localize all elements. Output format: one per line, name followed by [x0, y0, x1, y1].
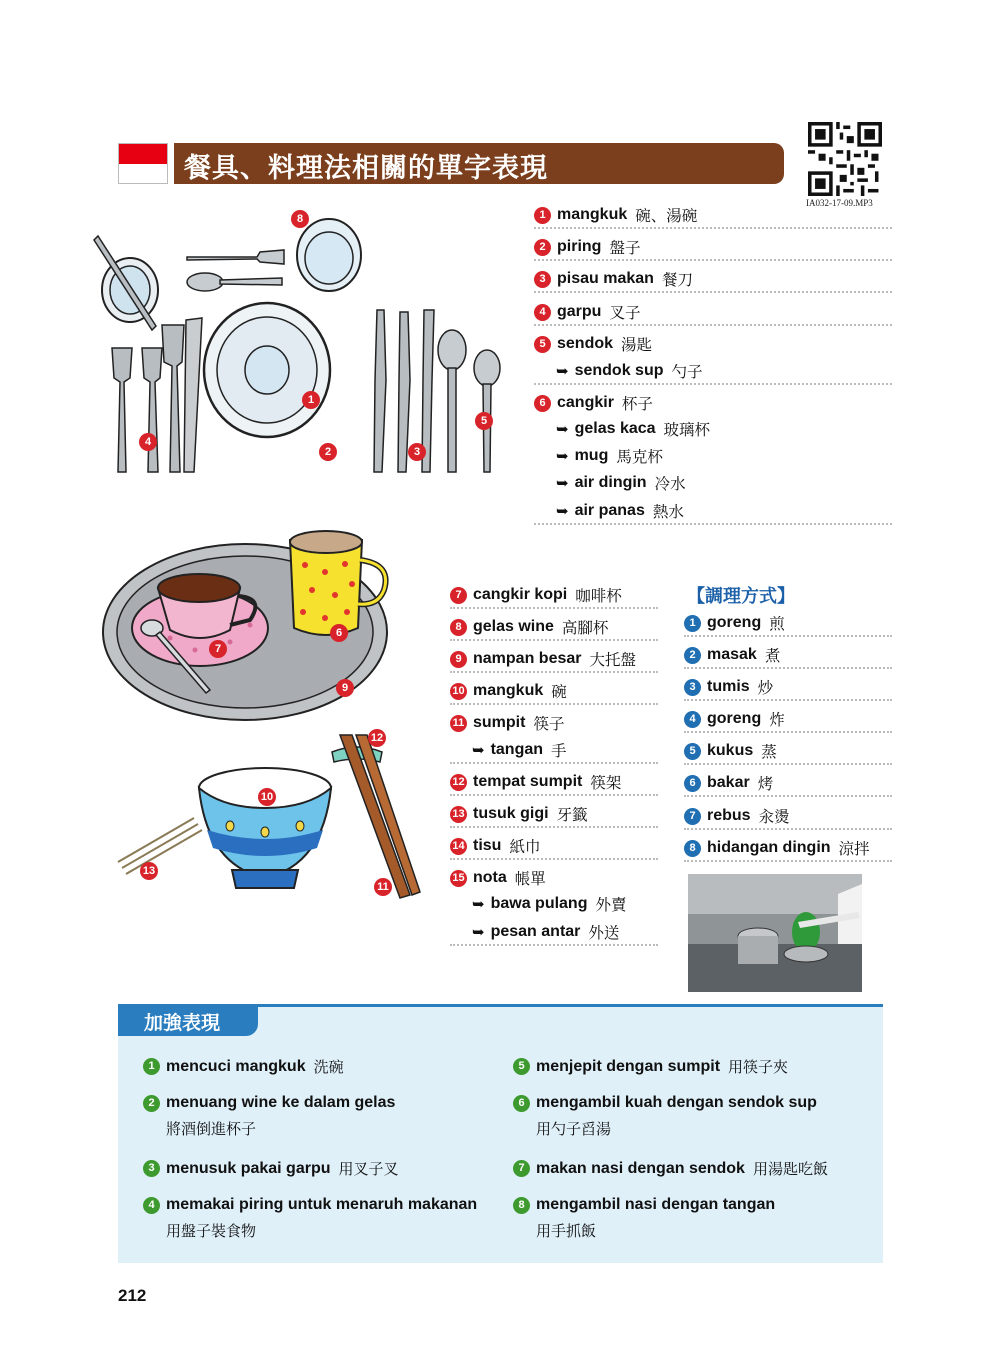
- vocab-word: mangkuk: [557, 206, 628, 223]
- supplement-phrase: mengambil kuah dengan sendok sup: [536, 1094, 817, 1111]
- vocab-translation: 筷子: [533, 715, 565, 733]
- vocab-translation: 碗: [551, 683, 567, 701]
- vocab-word: goreng: [707, 710, 762, 727]
- number-badge: 1: [143, 1058, 160, 1075]
- dotted-divider: [534, 291, 892, 293]
- vocab-word: cangkir: [557, 394, 614, 411]
- vocab-translation: 汆燙: [758, 808, 790, 826]
- vocab-word: bakar: [707, 774, 750, 791]
- vocab-row: [534, 301, 640, 323]
- audio-file-label: IA032-17-09.MP3: [806, 198, 873, 208]
- marker-8: 8: [291, 210, 309, 228]
- number-badge: 8: [450, 619, 467, 636]
- vocab-row: [684, 772, 773, 794]
- marker-2: 2: [319, 443, 337, 461]
- dotted-divider: [450, 826, 658, 828]
- supplement-item: [143, 1094, 395, 1139]
- number-badge: 13: [450, 806, 467, 823]
- vocab-row: [472, 921, 619, 943]
- dotted-divider: [684, 828, 892, 830]
- vocab-word: tempat sumpit: [473, 773, 583, 790]
- dotted-divider: [684, 795, 892, 797]
- vocab-translation: 盤子: [609, 239, 641, 257]
- vocab-word: kukus: [707, 742, 754, 759]
- vocab-word: masak: [707, 646, 757, 663]
- dotted-divider: [684, 667, 892, 669]
- number-badge: 7: [450, 587, 467, 604]
- vocab-row: [684, 805, 790, 827]
- vocab-row: [450, 616, 608, 638]
- dotted-divider: [450, 794, 658, 796]
- number-badge: 4: [143, 1197, 160, 1214]
- vocab-row: [450, 803, 588, 825]
- vocab-translation: 熱水: [652, 503, 684, 521]
- number-badge: 7: [684, 808, 701, 825]
- vocab-row: [534, 236, 640, 258]
- number-badge: 15: [450, 870, 467, 887]
- marker-3: 3: [408, 443, 426, 461]
- sub-arrow-icon: ➥: [556, 363, 569, 380]
- number-badge: 14: [450, 838, 467, 855]
- vocab-row: [450, 584, 622, 606]
- vocab-translation: 外送: [588, 924, 620, 942]
- dotted-divider: [450, 858, 658, 860]
- vocab-word: bawa pulang: [490, 895, 588, 912]
- vocab-row: [450, 835, 540, 857]
- number-badge: 3: [684, 679, 701, 696]
- number-badge: 7: [513, 1160, 530, 1177]
- vocab-row: [472, 893, 627, 915]
- tray-illustration: [100, 520, 400, 725]
- vocab-word: air dingin: [574, 474, 647, 491]
- vocab-translation: 碗、湯碗: [635, 207, 698, 225]
- page-title: 餐具、料理法相關的單字表現: [184, 153, 548, 184]
- vocab-word: mangkuk: [473, 682, 544, 699]
- cooking-methods-heading: 【調理方式】: [687, 586, 795, 607]
- dotted-divider: [534, 324, 892, 326]
- number-badge: 9: [450, 651, 467, 668]
- dotted-divider: [534, 523, 892, 525]
- supplement-item: [513, 1056, 788, 1077]
- supplement-item: [513, 1196, 775, 1241]
- number-badge: 2: [143, 1095, 160, 1112]
- dotted-divider: [450, 671, 658, 673]
- vocab-word: pesan antar: [490, 923, 581, 940]
- number-badge: 2: [684, 647, 701, 664]
- supplement-phrase: mencuci mangkuk: [166, 1057, 306, 1075]
- supplement-translation: 用手抓飯: [536, 1222, 597, 1240]
- supplement-phrase: menjepit dengan sumpit: [536, 1057, 721, 1075]
- vocab-row: [450, 648, 636, 670]
- number-badge: 2: [534, 239, 551, 256]
- supplement-translation: 用勺子舀湯: [536, 1120, 612, 1138]
- vocab-translation: 餐刀: [661, 271, 693, 289]
- vocab-word: tangan: [490, 741, 544, 758]
- vocab-translation: 高腳杯: [561, 619, 609, 637]
- dotted-divider: [450, 944, 658, 946]
- vocab-row: [684, 612, 785, 634]
- dotted-divider: [534, 259, 892, 261]
- vocab-word: gelas wine: [473, 618, 554, 635]
- vocab-row: [684, 740, 777, 762]
- vocab-translation: 炸: [769, 711, 785, 729]
- number-badge: 4: [684, 711, 701, 728]
- number-badge: 4: [534, 304, 551, 321]
- dotted-divider: [450, 703, 658, 705]
- indonesia-flag-icon: [118, 143, 168, 184]
- vocab-word: sendok sup: [574, 362, 664, 379]
- number-badge: 1: [684, 615, 701, 632]
- supplement-translation: 用湯匙吃飯: [752, 1160, 828, 1178]
- sub-arrow-icon: ➥: [556, 475, 569, 492]
- vocab-row: [534, 268, 693, 290]
- vocab-translation: 筷架: [590, 774, 622, 792]
- number-badge: 6: [534, 395, 551, 412]
- vocab-word: sumpit: [473, 714, 526, 731]
- marker-13: 13: [140, 862, 158, 880]
- marker-12: 12: [368, 729, 386, 747]
- supplement-phrase: memakai piring untuk menaruh makanan: [166, 1196, 478, 1213]
- vocab-row: [556, 360, 703, 382]
- supplement-title: 加強表現: [144, 1012, 221, 1034]
- supplement-phrase: makan nasi dengan sendok: [536, 1159, 745, 1177]
- supplement-item: [143, 1056, 344, 1077]
- vocab-translation: 冷水: [654, 475, 686, 493]
- marker-6: 6: [330, 624, 348, 642]
- vocab-word: nota: [473, 869, 507, 886]
- vocab-row: [450, 771, 621, 793]
- dotted-divider: [450, 762, 658, 764]
- number-badge: 5: [684, 743, 701, 760]
- dotted-divider: [684, 860, 892, 862]
- vocab-word: tusuk gigi: [473, 805, 549, 822]
- supplement-translation: 用叉子叉: [338, 1160, 399, 1178]
- vocab-translation: 玻璃杯: [663, 421, 711, 439]
- vocab-row: [556, 500, 684, 522]
- vocab-word: nampan besar: [473, 650, 582, 667]
- vocab-row: [684, 837, 870, 859]
- marker-11: 11: [374, 878, 392, 896]
- sub-arrow-icon: ➥: [556, 421, 569, 438]
- number-badge: 5: [513, 1058, 530, 1075]
- supplement-item: [513, 1094, 817, 1139]
- number-badge: 5: [534, 336, 551, 353]
- vocab-row: [556, 418, 710, 440]
- vocab-word: hidangan dingin: [707, 839, 831, 856]
- number-badge: 6: [684, 775, 701, 792]
- vocab-translation: 涼拌: [838, 840, 870, 858]
- vocab-translation: 大托盤: [589, 651, 636, 669]
- vocab-word: mug: [574, 447, 609, 464]
- dotted-divider: [684, 731, 892, 733]
- supplement-translation: 將酒倒進杯子: [166, 1120, 257, 1138]
- dotted-divider: [534, 383, 892, 385]
- page-number: 212: [118, 1286, 147, 1305]
- sub-arrow-icon: ➥: [556, 448, 569, 465]
- number-badge: 3: [534, 271, 551, 288]
- marker-7: 7: [209, 640, 227, 658]
- vocab-word: cangkir kopi: [473, 586, 568, 603]
- vocab-word: piring: [557, 238, 602, 255]
- supplement-item: [143, 1158, 399, 1179]
- supplement-translation: 用盤子裝食物: [166, 1222, 257, 1240]
- vocab-row: [684, 644, 780, 666]
- number-badge: 11: [450, 715, 467, 732]
- sub-arrow-icon: ➥: [472, 924, 485, 941]
- number-badge: 8: [513, 1197, 530, 1214]
- dotted-divider: [450, 639, 658, 641]
- vocab-word: garpu: [557, 303, 602, 320]
- sub-arrow-icon: ➥: [556, 503, 569, 520]
- vocab-row: [450, 680, 567, 702]
- vocab-row: [556, 445, 663, 467]
- vocab-translation: 牙籤: [556, 806, 588, 824]
- vocab-row: [556, 472, 686, 494]
- dotted-divider: [450, 607, 658, 609]
- vocab-word: gelas kaca: [574, 420, 656, 437]
- number-badge: 1: [534, 207, 551, 224]
- vocab-word: tumis: [707, 678, 750, 695]
- vocab-translation: 紙巾: [509, 838, 541, 856]
- vocab-word: goreng: [707, 614, 762, 631]
- vocab-word: air panas: [574, 502, 645, 519]
- number-badge: 10: [450, 683, 467, 700]
- vocab-translation: 炒: [757, 679, 774, 697]
- marker-9: 9: [336, 679, 354, 697]
- vocab-translation: 勺子: [671, 363, 703, 381]
- dotted-divider: [684, 763, 892, 765]
- vocab-row: [684, 676, 773, 698]
- vocab-word: sendok: [557, 335, 614, 352]
- vocab-translation: 烤: [757, 775, 774, 793]
- dotted-divider: [534, 227, 892, 229]
- supplement-item: [143, 1196, 477, 1241]
- supplement-translation: 洗碗: [313, 1058, 344, 1076]
- marker-5: 5: [475, 412, 493, 430]
- vocab-translation: 蒸: [761, 743, 777, 761]
- vocab-translation: 手: [551, 742, 567, 760]
- supplement-phrase: menuang wine ke dalam gelas: [166, 1094, 396, 1111]
- supplement-phrase: menusuk pakai garpu: [166, 1159, 331, 1177]
- vocab-row: [534, 204, 697, 226]
- sub-arrow-icon: ➥: [472, 742, 485, 759]
- vocab-translation: 馬克杯: [616, 448, 663, 466]
- marker-10: 10: [258, 788, 276, 806]
- vocab-row: [450, 867, 546, 889]
- number-badge: 6: [513, 1095, 530, 1112]
- vocab-row: [534, 392, 653, 414]
- vocab-translation: 煎: [769, 615, 785, 633]
- vocab-row: [472, 739, 567, 761]
- vocab-translation: 叉子: [609, 304, 641, 322]
- supplement-translation: 用筷子夾: [728, 1058, 789, 1076]
- sub-arrow-icon: ➥: [472, 896, 485, 913]
- number-badge: 3: [143, 1160, 160, 1177]
- vocab-translation: 外賣: [595, 896, 627, 914]
- supplement-item: [513, 1158, 828, 1179]
- marker-1: 1: [302, 391, 320, 409]
- kitchen-photo: [688, 874, 862, 992]
- dotted-divider: [684, 635, 892, 637]
- vocab-translation: 咖啡杯: [575, 587, 622, 605]
- vocab-row: [684, 708, 785, 730]
- vocab-translation: 湯匙: [621, 336, 653, 354]
- number-badge: 8: [684, 840, 701, 857]
- qr-code-icon[interactable]: [808, 122, 882, 196]
- marker-4: 4: [139, 433, 157, 451]
- vocab-translation: 帳單: [514, 870, 546, 888]
- vocab-row: [450, 712, 564, 734]
- dotted-divider: [684, 699, 892, 701]
- supplement-phrase: mengambil nasi dengan tangan: [536, 1196, 776, 1213]
- vocab-word: rebus: [707, 807, 751, 824]
- vocab-word: tisu: [473, 837, 502, 854]
- vocab-translation: 杯子: [621, 395, 653, 413]
- vocab-translation: 煮: [764, 647, 781, 665]
- vocab-row: [534, 333, 652, 355]
- vocab-word: pisau makan: [557, 270, 654, 287]
- number-badge: 12: [450, 774, 467, 791]
